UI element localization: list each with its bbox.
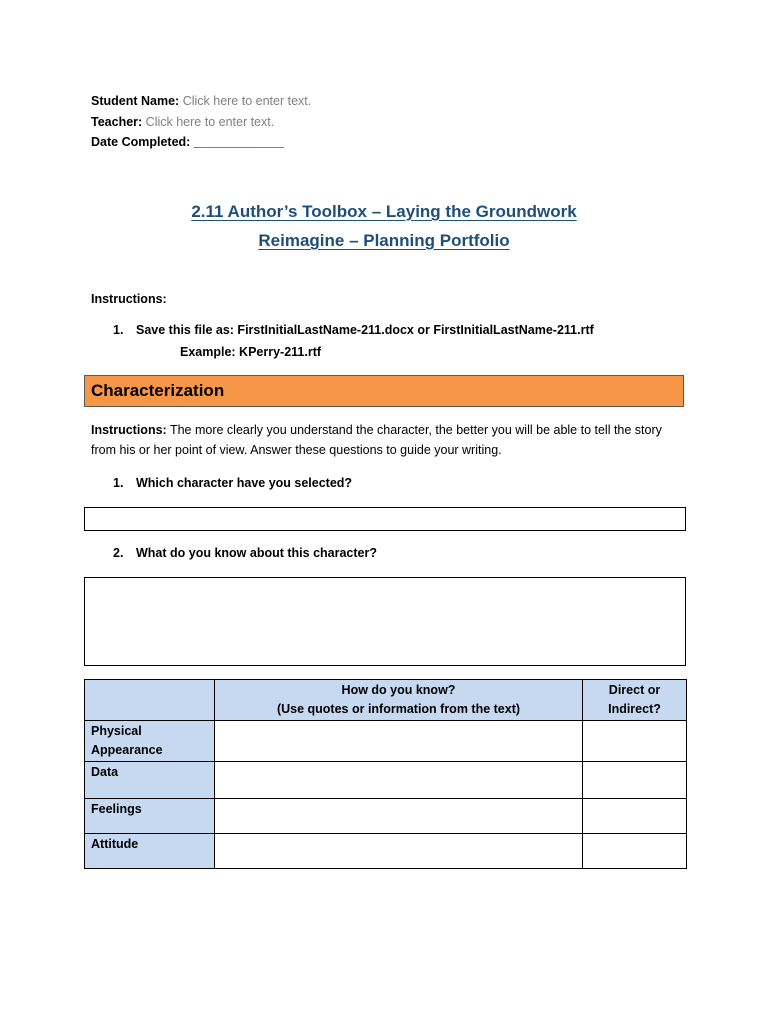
character-evidence-table — [84, 679, 687, 869]
characterization-instructions-label: Instructions: — [91, 423, 167, 437]
feelings-direct-indirect-cell[interactable] — [583, 799, 687, 834]
row-label-line-2: Appearance — [91, 743, 163, 757]
row-label-feelings — [85, 799, 215, 834]
attitude-evidence-cell[interactable] — [215, 834, 583, 869]
table-header-how-line-1: How do you know? — [341, 683, 456, 697]
date-completed: Date Completed: _____________ — [91, 135, 285, 149]
physical-appearance-direct-indirect-cell[interactable] — [583, 721, 687, 762]
table-row — [85, 762, 687, 799]
document-title: 2.11 Author’s Toolbox – Laying the Groundwork — [191, 202, 577, 221]
student-name-line — [91, 91, 311, 111]
step-1-text: Save this file as: FirstInitialLastName-211.docx or FirstInitialLastName-211.rtf — [136, 323, 594, 337]
row-label-data — [85, 762, 215, 799]
table-row — [85, 834, 687, 869]
data-direct-indirect-cell[interactable] — [583, 762, 687, 799]
characterization-instructions-text: The more clearly you understand the character, the better you will be able to tell the story — [169, 423, 662, 437]
feelings-evidence-cell[interactable] — [215, 799, 583, 834]
table-row — [85, 799, 687, 834]
question-1-number: 1. — [113, 476, 124, 490]
teacher-field[interactable]: Click here to enter text. — [145, 115, 275, 129]
row-label-line-1: Physical — [91, 724, 142, 738]
table-header-blank — [85, 680, 215, 721]
instructions-heading: Instructions: — [91, 292, 167, 306]
table-header-direct-or-indirect — [583, 680, 687, 721]
characterization-instructions-line-2: from his or her point of view. Answer these questions to guide your writing. — [91, 443, 502, 457]
question-2-number: 2. — [113, 546, 124, 560]
characterization-heading: Characterization — [91, 381, 225, 400]
row-label-line-1: Data — [91, 765, 119, 779]
student-name-field[interactable]: Click here to enter text. — [182, 94, 312, 108]
teacher-label: Teacher: — [91, 115, 143, 129]
characterization-instructions-line-1 — [91, 420, 691, 440]
attitude-direct-indirect-cell[interactable] — [583, 834, 687, 869]
table-header-row — [85, 680, 687, 721]
table-header-direct-line-1: Direct or — [608, 683, 661, 697]
table-header-how-do-you-know — [215, 680, 583, 721]
student-name-label: Student Name: — [91, 94, 180, 108]
characterization-section-bar — [84, 375, 684, 407]
row-label-attitude — [85, 834, 215, 869]
step-1-number: 1. — [113, 323, 124, 337]
row-label-line-1: Feelings — [91, 802, 142, 816]
question-2-answer-box[interactable] — [84, 577, 686, 666]
question-1-answer-box[interactable] — [84, 507, 686, 531]
question-1-text: Which character have you selected? — [136, 476, 353, 490]
teacher-line — [91, 112, 274, 132]
table-header-how-line-2: (Use quotes or information from the text) — [276, 702, 521, 716]
physical-appearance-evidence-cell[interactable] — [215, 721, 583, 762]
data-evidence-cell[interactable] — [215, 762, 583, 799]
row-label-line-1: Attitude — [91, 837, 139, 851]
row-label-physical-appearance — [85, 721, 215, 762]
document-subtitle: Reimagine – Planning Portfolio — [258, 231, 510, 250]
question-2-text: What do you know about this character? — [136, 546, 377, 560]
table-header-direct-line-2: Indirect? — [608, 702, 661, 716]
table-row — [85, 721, 687, 762]
step-1-example: Example: KPerry-211.rtf — [180, 345, 322, 359]
